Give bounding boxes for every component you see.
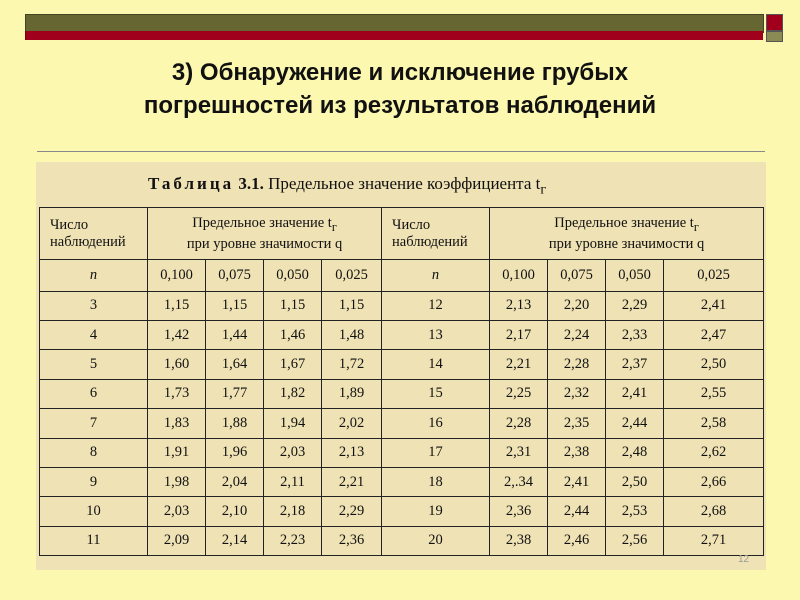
value-cell: 2,58 [664,409,764,438]
value-cell: 1,15 [322,291,382,320]
value-cell: 2,18 [264,497,322,526]
value-cell: 2,50 [606,467,664,496]
header-count-right [382,208,490,260]
header-span-sub: г [693,219,699,234]
table-row [40,497,764,526]
q-level: 0,100 [490,260,548,292]
value-cell: 1,67 [264,350,322,379]
row-count-cell: 16 [382,409,490,438]
table-row [40,350,764,379]
row-count-cell: 8 [40,438,148,467]
value-cell: 2,04 [206,467,264,496]
value-cell: 1,15 [148,291,206,320]
table-row [40,321,764,350]
value-cell: 1,88 [206,409,264,438]
q-level: 0,100 [148,260,206,292]
value-cell: 2,38 [548,438,606,467]
value-cell: 2,.34 [490,467,548,496]
corner-square-olive [766,31,783,42]
value-cell: 2,31 [490,438,548,467]
value-cell: 2,28 [490,409,548,438]
value-cell: 2,21 [490,350,548,379]
row-count-cell: 9 [40,467,148,496]
caption-number: 3.1. [238,174,264,193]
value-cell: 2,13 [490,291,548,320]
value-cell: 2,28 [548,350,606,379]
q-level: 0,025 [322,260,382,292]
q-level: 0,075 [548,260,606,292]
value-cell: 2,68 [664,497,764,526]
n-label-text: n [431,266,440,283]
value-cell: 2,14 [206,526,264,555]
value-cell: 2,09 [148,526,206,555]
row-count-cell: 14 [382,350,490,379]
value-cell: 2,44 [548,497,606,526]
value-cell: 2,55 [664,379,764,408]
table-row [40,291,764,320]
value-cell: 2,41 [606,379,664,408]
value-cell: 1,82 [264,379,322,408]
value-cell: 2,47 [664,321,764,350]
value-cell: 1,44 [206,321,264,350]
table-body [40,291,764,555]
value-cell: 2,25 [490,379,548,408]
header-count-left [40,208,148,260]
value-cell: 2,21 [322,467,382,496]
value-cell: 2,71 [664,526,764,555]
header-span-line2: при уровне значимости q [548,235,705,252]
value-cell: 2,29 [322,497,382,526]
value-cell: 2,11 [264,467,322,496]
value-cell: 2,32 [548,379,606,408]
value-cell: 1,42 [148,321,206,350]
header-span-line2: при уровне значимости q [186,235,343,252]
corner-square-red [766,14,783,31]
caption-label: Таблица [148,174,235,193]
row-count-cell: 15 [382,379,490,408]
header-span-line1: Предельное значение t [554,214,694,231]
value-cell: 2,10 [206,497,264,526]
value-cell: 2,66 [664,467,764,496]
n-label-text: n [89,266,98,283]
n-label [382,260,490,292]
header-count-line1: Число [392,216,431,233]
q-level: 0,075 [206,260,264,292]
title-divider [37,151,765,152]
value-cell: 2,56 [606,526,664,555]
value-cell: 1,15 [264,291,322,320]
value-cell: 2,44 [606,409,664,438]
header-span-sub: г [331,219,337,234]
value-cell: 1,72 [322,350,382,379]
value-cell: 2,41 [664,291,764,320]
header-count-line2: наблюдений [50,233,126,250]
header-span-line1: Предельное значение t [192,214,332,231]
value-cell: 1,64 [206,350,264,379]
table-caption [148,174,546,198]
row-count-cell: 3 [40,291,148,320]
table-header-row [40,208,764,260]
value-cell: 2,17 [490,321,548,350]
value-cell: 1,94 [264,409,322,438]
q-level: 0,025 [664,260,764,292]
value-cell: 2,36 [490,497,548,526]
row-count-cell: 11 [40,526,148,555]
value-cell: 2,50 [664,350,764,379]
value-cell: 2,46 [548,526,606,555]
row-count-cell: 5 [40,350,148,379]
value-cell: 2,35 [548,409,606,438]
value-cell: 2,48 [606,438,664,467]
q-level: 0,050 [264,260,322,292]
header-count-line1: Число [50,216,89,233]
value-cell: 2,03 [148,497,206,526]
header-limit-left [148,208,382,260]
value-cell: 2,38 [490,526,548,555]
value-cell: 1,60 [148,350,206,379]
table-row [40,438,764,467]
slide-title-line1: 3) Обнаружение и исключение грубых [171,59,629,86]
value-cell: 1,48 [322,321,382,350]
value-cell: 2,03 [264,438,322,467]
row-count-cell: 4 [40,321,148,350]
table-row [40,409,764,438]
value-cell: 2,36 [322,526,382,555]
value-cell: 1,91 [148,438,206,467]
table-row [40,526,764,555]
value-cell: 1,15 [206,291,264,320]
table-row [40,467,764,496]
value-cell: 2,33 [606,321,664,350]
value-cell: 1,98 [148,467,206,496]
row-count-cell: 12 [382,291,490,320]
top-accent-bar [25,31,763,40]
row-count-cell: 18 [382,467,490,496]
value-cell: 1,83 [148,409,206,438]
value-cell: 2,13 [322,438,382,467]
header-limit-right [490,208,764,260]
caption-text: Предельное значение коэффициента t [268,174,541,193]
value-cell: 1,89 [322,379,382,408]
slide-title-line2: погрешностей из результатов наблюдений [143,92,657,119]
value-cell: 2,62 [664,438,764,467]
table-row [40,379,764,408]
value-cell: 2,53 [606,497,664,526]
value-cell: 1,46 [264,321,322,350]
value-cell: 2,23 [264,526,322,555]
row-count-cell: 17 [382,438,490,467]
value-cell: 2,37 [606,350,664,379]
caption-subscript: г [540,181,547,198]
row-count-cell: 7 [40,409,148,438]
row-count-cell: 13 [382,321,490,350]
value-cell: 1,73 [148,379,206,408]
value-cell: 2,20 [548,291,606,320]
page-number: 12 [738,554,750,565]
value-cell: 2,02 [322,409,382,438]
slide-title [40,56,760,122]
value-cell: 2,24 [548,321,606,350]
value-cell: 2,41 [548,467,606,496]
table-q-row [40,260,764,292]
critical-values-table [39,207,764,556]
row-count-cell: 19 [382,497,490,526]
value-cell: 1,77 [206,379,264,408]
row-count-cell: 20 [382,526,490,555]
value-cell: 1,96 [206,438,264,467]
header-count-line2: наблюдений [392,233,468,250]
n-label [40,260,148,292]
value-cell: 2,29 [606,291,664,320]
q-level: 0,050 [606,260,664,292]
row-count-cell: 6 [40,379,148,408]
row-count-cell: 10 [40,497,148,526]
